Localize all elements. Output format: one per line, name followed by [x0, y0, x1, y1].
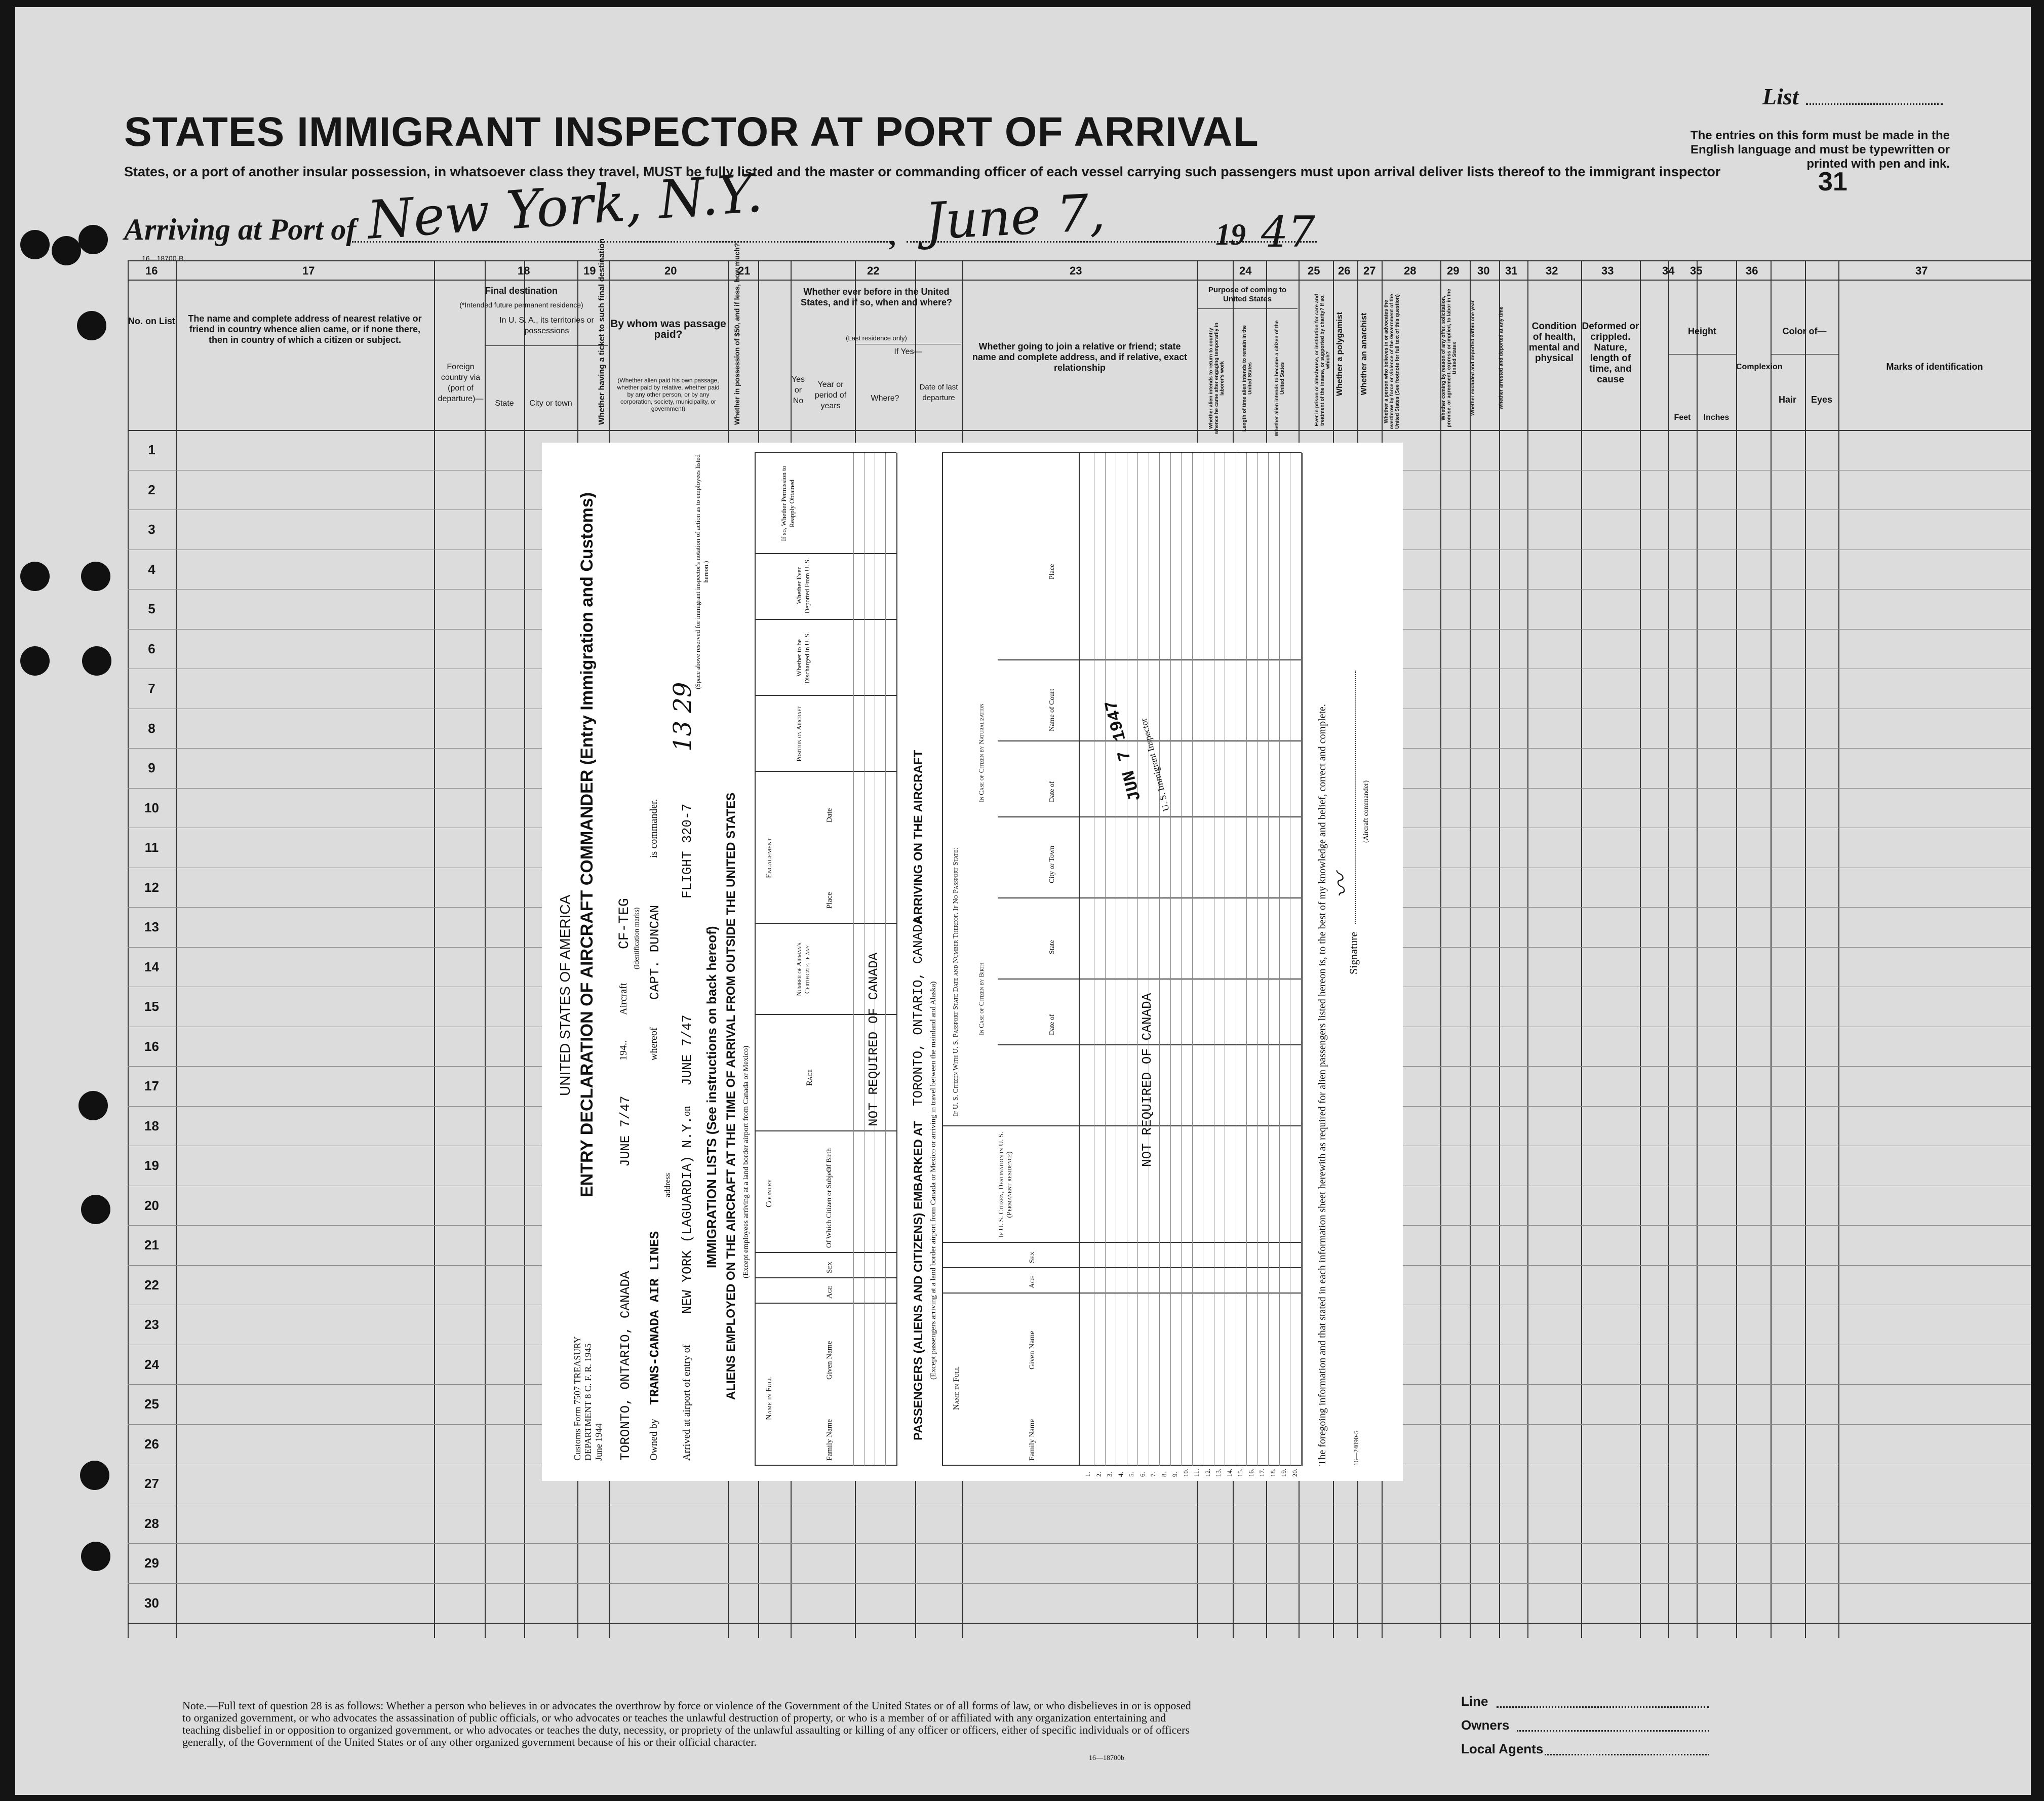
overlay-flight: FLIGHT 320-7 — [680, 803, 695, 898]
form-number: 16—18700-B — [142, 254, 184, 262]
punch-hole — [20, 646, 50, 676]
row-number: 10 — [144, 800, 159, 815]
row-number: 9 — [148, 760, 155, 775]
col-passage-paid-note: (Whether alien paid his own passage, whether paid by relative, whether paid by any other person, or by any corporation, society, municipality, or government) — [617, 377, 720, 412]
overlay-pax-row-number: 11. — [1193, 1469, 1200, 1477]
footer-line-field[interactable] — [1497, 1706, 1709, 1708]
row-number: 21 — [144, 1237, 159, 1252]
punch-hole — [20, 230, 50, 259]
column-number: 27 — [1363, 264, 1376, 277]
overlay-pax-row-number: 19. — [1280, 1468, 1287, 1477]
col-q29: Whether coming by reason of any offer, solicitation, promise, or agreement, express or implied, to labor in the United States — [1441, 289, 1458, 427]
col-feet: Feet — [1674, 413, 1691, 422]
col-ticket: Whether having a ticket to such final destination — [598, 238, 606, 425]
overlay-pax-row — [1192, 453, 1193, 1466]
col-color: Color of— — [1782, 326, 1827, 336]
punch-hole — [81, 1542, 110, 1571]
overlay-space-reserved: (Space above reserved for immigrant inspector's notation of action as to employees listed hereon.) — [694, 454, 710, 689]
footer-agents-label: Local Agents — [1461, 1741, 1544, 1756]
overlay-pax-header: Sex — [1028, 1251, 1036, 1263]
column-number: 23 — [1070, 264, 1082, 277]
col-q28: Whether a person who believes in or advocates the overthrow by force or violence of the Government of the United States (See footnote for full text of this question) — [1384, 294, 1400, 429]
col-relative-address: The name and complete address of nearest relative or friend in country whence alien came, or if none there, then in country of which a citizen or subject. — [188, 314, 422, 345]
row-number: 30 — [144, 1595, 159, 1611]
overlay-signature-label: Signature — [1347, 931, 1360, 974]
punch-hole — [82, 646, 111, 676]
row-number: 3 — [148, 522, 155, 537]
overlay-pax-row-number: 12. — [1204, 1468, 1211, 1477]
overlay-owner-value: TRANS-CANADA AIR LINES — [647, 1231, 662, 1405]
column-number: 21 — [738, 264, 751, 277]
row-number: 14 — [144, 959, 159, 974]
col-state: State — [495, 399, 514, 408]
footer-owners-label: Owners — [1461, 1717, 1510, 1733]
form-title: STATES IMMIGRANT INSPECTOR AT PORT OF ARRIVAL — [124, 109, 1259, 155]
overlay-pax-header: If U. S. Citizen, Destination in U. S. (Permanent residence) — [998, 1131, 1013, 1238]
overlay-pax-row-number: 7. — [1149, 1472, 1157, 1477]
overlay-pax-header: Place — [1048, 564, 1056, 579]
row-number: 19 — [144, 1158, 159, 1173]
col-anarchist: Whether an anarchist — [1360, 312, 1368, 396]
col-purpose: Purpose of coming to United States — [1208, 286, 1287, 303]
overlay-emp-header: Of Birth — [826, 1148, 833, 1172]
column-number: 31 — [1505, 264, 1518, 277]
sheet-number: 31 — [1818, 167, 1848, 197]
overlay-form-id: Customs Form 7507 TREASURY DEPARTMENT 8 C. F. R. 1945 June 1944 — [572, 1337, 604, 1461]
col-polygamist: Whether a polygamist — [1335, 311, 1344, 397]
overlay-pax-row-number: 16. — [1247, 1468, 1255, 1477]
overlay-emp-header: Name in Full — [765, 1377, 773, 1420]
column-number: 19 — [583, 264, 596, 277]
overlay-emp-header: Whether to be Discharged in U. S. — [795, 632, 811, 684]
col-q30: Whether excluded and deported within one year — [1470, 300, 1476, 416]
overlay-whereof: whereof — [648, 1027, 659, 1061]
row-number: 8 — [148, 721, 155, 736]
footer-form-number: 16—18700b — [1089, 1754, 1124, 1762]
overlay-pax-row-number: 1. — [1084, 1472, 1091, 1477]
overlay-pax-header: Date of — [1048, 781, 1056, 802]
overlay-arrived-label: Arrived at airport of entry of — [681, 1344, 692, 1461]
overlay-inspector-label: U. S. Immigrant Inspector — [1138, 717, 1171, 812]
overlay-emp-header: Age — [826, 1285, 834, 1299]
date-handwritten: June 7, — [923, 182, 1107, 251]
table-row[interactable] — [128, 1583, 2031, 1584]
overlay-signature-sub: (Aircraft commander) — [1362, 780, 1370, 843]
footer-agents-field[interactable] — [1545, 1754, 1709, 1755]
overlay-pax-row — [1170, 453, 1171, 1466]
col-possession-50: Whether in possession of $50, and if less, how much? — [733, 243, 741, 425]
col-purpose-b: Length of time alien intends to remain in the United States — [1242, 325, 1253, 432]
list-label: List — [1762, 84, 1799, 109]
overlay-pax-row-number: 6. — [1138, 1472, 1146, 1477]
overlay-pax-header: State — [1048, 940, 1056, 954]
overlay-aliens-title: ALIENS EMPLOYED ON THE AIRCRAFT AT THE TIME OF ARRIVAL FROM OUTSIDE THE UNITED STATES — [724, 792, 738, 1400]
overlay-pax-row — [1301, 453, 1302, 1466]
overlay-pax-row-number: 4. — [1117, 1472, 1124, 1477]
row-number: 20 — [144, 1198, 159, 1213]
year-handwritten: 47 — [1261, 207, 1315, 257]
col-join-relative: Whether going to join a relative or friend; state name and complete address, and if relative, exact relationship — [972, 341, 1188, 373]
overlay-is-commander: is commander. — [648, 799, 659, 858]
column-number: 22 — [867, 264, 880, 277]
overlay-ref-number: 13 29 — [669, 682, 697, 752]
row-number: 1 — [148, 442, 155, 457]
row-number: 11 — [144, 840, 159, 855]
punch-hole — [80, 1461, 109, 1490]
col-q31: Whether arrested and deported at any time — [1499, 306, 1504, 410]
column-number: 25 — [1308, 264, 1320, 277]
col-yes-no: Yes or No — [791, 375, 805, 405]
row-number: 25 — [144, 1396, 159, 1412]
punch-hole — [81, 1195, 110, 1224]
row-number: 29 — [144, 1555, 159, 1571]
overlay-aircraft-marks: (Identification marks) — [633, 907, 641, 969]
overlay-pax-title: PASSENGERS (ALIENS AND CITIZENS) EMBARKED AT — [912, 1121, 925, 1440]
overlay-emp-header: Race — [805, 1069, 814, 1086]
row-number: 24 — [144, 1357, 159, 1372]
column-number: 17 — [302, 264, 315, 277]
overlay-pax-row — [1279, 453, 1280, 1466]
col-deformed: Deformed or crippled. Nature, length of time, and cause — [1582, 321, 1639, 385]
overlay-pax-row — [1181, 453, 1182, 1466]
punch-hole — [20, 562, 50, 591]
overlay-pax-header: Family Name — [1028, 1419, 1036, 1461]
overlay-emp-header: Whether Ever Deported From U. S. — [795, 558, 811, 614]
col-ever-before-us: Whether ever before in the United States, and if so, when and where? — [800, 287, 953, 307]
column-number: 30 — [1477, 264, 1490, 277]
footnote-q28: Note.—Full text of question 28 is as follows: Whether a person who believes in or advocates the overthrow by force or violence of the Government of the United States or of all forms of law, or who disbelieves in or is opposed to organized government, or who advocates the assassination of public officials, or who advocates or teaches the unlawful destruction of property, or who is a member of or affiliated with any organization entertaining and teaching disbelief in or opposition to organized government, or who advocates or teaches the duty, necessity, or propriety of the unlawful assaulting or killing of any officer or officers, either of specific individuals or of officers generally, of the Government of the United States or of any other organized government because of his or their official character. — [182, 1699, 1191, 1748]
overlay-aircraft-label: Aircraft — [618, 983, 629, 1015]
col-hair: Hair — [1778, 395, 1796, 405]
overlay-emp-stamp: NOT REQUIRED OF CANADA — [866, 952, 881, 1126]
row-number: 7 — [148, 681, 155, 696]
punch-hole — [78, 225, 108, 254]
overlay-pax-header: Name of Court — [1048, 689, 1056, 731]
row-number: 28 — [144, 1516, 159, 1531]
row-number: 26 — [144, 1436, 159, 1452]
overlay-emp-header: If so, Whether Permission to Reapply Obtained — [780, 465, 796, 541]
header-statement: States, or a port of another insular possession, in whatsoever class they travel, MUST be fully listed and the master or commanding officer of each vessel carrying such passengers must upon arrival deliver lists thereof to the immigrant inspector — [124, 164, 1721, 179]
year-prefix: 19 — [1215, 218, 1246, 251]
punch-hole — [77, 311, 106, 340]
overlay-departure-place: TORONTO, ONTARIO, CANADA — [618, 1271, 633, 1461]
col-no-on-list: No. on List — [128, 316, 175, 326]
separator: , — [889, 220, 896, 252]
punch-hole — [81, 562, 110, 591]
overlay-emp-header: Family Name — [826, 1419, 834, 1461]
overlay-emp-header: Country — [765, 1179, 773, 1207]
column-number: 37 — [1915, 264, 1928, 277]
arriving-port-label: Arriving at Port of — [124, 213, 357, 246]
port-handwritten: New York, N.Y. — [365, 162, 765, 251]
overlay-arrived-value: NEW YORK (LAGUARDIA) N.Y. — [680, 1116, 695, 1314]
signature-mark: 〰︎ — [1326, 871, 1358, 900]
row-number: 22 — [144, 1277, 159, 1293]
overlay-pax-row — [1105, 453, 1106, 1466]
overlay-pax-header: In Case of Citizen by Birth — [977, 962, 985, 1035]
column-number: 32 — [1546, 264, 1558, 277]
overlay-emp-header: Engagement — [765, 838, 773, 878]
overlay-pax-row — [1257, 453, 1258, 1466]
col-eyes: Eyes — [1811, 395, 1833, 405]
punch-hole — [52, 236, 81, 265]
manifest-sheet — [15, 7, 2031, 1795]
table-row[interactable] — [128, 1543, 2031, 1544]
overlay-pax-row — [1268, 453, 1269, 1466]
col-foreign-country: Foreign country via (port of departure)— — [438, 363, 484, 403]
overlay-pax-header: If U. S. Citizen With U. S. Passport State Date and Number Thereof. If No Passport State: — [952, 847, 960, 1116]
column-number: 26 — [1338, 264, 1351, 277]
overlay-pax-row-number: 5. — [1127, 1472, 1135, 1477]
col-final-destination: Final destination — [485, 286, 558, 296]
overlay-pax-row — [1159, 453, 1160, 1466]
overlay-certification: The foregoing information and that stated in each information sheet herewith as required for alien passengers listed hereon is, to the best of my knowledge and belief, correct and complete. — [1317, 704, 1328, 1466]
overlay-emp-header: Given Name — [826, 1341, 834, 1380]
column-number: 20 — [664, 264, 677, 277]
row-number: 15 — [144, 999, 159, 1014]
overlay-pax-header: Given Name — [1028, 1330, 1036, 1369]
col-purpose-a: Whether alien intends to return to country whence he came after engaging temporarily in laborer's work — [1208, 322, 1225, 435]
overlay-emp-header: Of Which Citizen or Subject — [826, 1167, 833, 1248]
col-inches: Inches — [1703, 413, 1729, 422]
overlay-pax-header: In Case of Citizen by Naturalization — [977, 703, 985, 802]
column-number: 18 — [518, 264, 530, 277]
col-height: Height — [1688, 326, 1716, 336]
overlay-pax-header: City or Town — [1048, 845, 1056, 883]
overlay-pax-row-number: 3. — [1106, 1472, 1113, 1477]
overlay-pax-row-number: 17. — [1258, 1468, 1266, 1477]
col-complexion: Complexion — [1736, 363, 1783, 371]
row-number: 16 — [144, 1039, 159, 1054]
row-number: 18 — [144, 1118, 159, 1133]
punch-hole — [78, 1091, 108, 1120]
col-where: Where? — [871, 394, 899, 403]
row-number: 17 — [144, 1078, 159, 1093]
col-last-residence: (Last residence only) — [846, 334, 907, 342]
overlay-arrived-on: on — [681, 1106, 692, 1116]
row-number: 27 — [144, 1476, 159, 1491]
footer-line-label: Line — [1461, 1694, 1488, 1709]
overlay-owner-label: Owned by — [648, 1419, 659, 1461]
footer-owners-field[interactable] — [1517, 1730, 1709, 1732]
col-health: Condition of health, mental and physical — [1528, 321, 1580, 364]
list-number-field[interactable] — [1806, 103, 1943, 105]
column-number: 33 — [1601, 264, 1614, 277]
col-passage-paid: By whom was passage paid? — [610, 318, 726, 340]
column-number: 28 — [1404, 264, 1417, 277]
column-number: 24 — [1239, 264, 1252, 277]
overlay-pax-row-number: 9. — [1171, 1472, 1178, 1477]
overlay-pax-embarked: TORONTO, ONTARIO, CANADA — [911, 916, 926, 1106]
column-number: 29 — [1447, 264, 1460, 277]
overlay-arrived-date: JUNE 7/47 — [680, 1014, 695, 1086]
overlay-commander: CAPT. DUNCAN — [647, 905, 662, 1000]
col-final-destination-note: (*Intended future permanent residence) — [459, 301, 583, 309]
column-number: 36 — [1746, 264, 1758, 277]
overlay-departure-suffix: 194.. — [618, 1040, 629, 1061]
overlay-pax-sub: (Except passengers arriving at a land border airport from Canada or Mexico or arriving in travel between the mainland and Alaska) — [929, 981, 937, 1380]
overlay-pax-header: Date of — [1048, 1014, 1056, 1035]
col-prison: Ever in prison or almshouse, or institution for care and treatment of the insane, or supported by charity? If so, which? — [1314, 294, 1331, 426]
overlay-pax-row — [1246, 453, 1247, 1466]
column-number: 34 — [1662, 264, 1675, 277]
overlay-pax-row-number: 2. — [1095, 1472, 1103, 1477]
column-number: 16 — [145, 264, 158, 277]
row-number: 23 — [144, 1317, 159, 1332]
overlay-pax-title-end: ARRIVING ON THE AIRCRAFT — [912, 750, 925, 924]
overlay-pax-row-number: 18. — [1269, 1468, 1277, 1477]
overlay-country: UNITED STATES OF AMERICA — [557, 894, 573, 1096]
col-marks: Marks of identification — [1886, 362, 1983, 372]
col-date-departure: Date of last departure — [919, 383, 958, 402]
overlay-pax-row-number: 8. — [1160, 1472, 1168, 1477]
row-number: 5 — [148, 601, 155, 616]
overlay-emp-header: Sex — [826, 1261, 834, 1273]
overlay-pax-row-number: 14. — [1226, 1468, 1233, 1477]
overlay-title: ENTRY DECLARATION OF AIRCRAFT COMMANDER (Entry Immigration and Customs) — [577, 492, 597, 1197]
overlay-pax-stamp: NOT REQUIRED OF CANADA — [1139, 993, 1155, 1167]
overlay-pax-header: Age — [1028, 1275, 1036, 1288]
overlay-emp-header: Position on Aircraft — [795, 706, 803, 762]
column-number: 35 — [1690, 264, 1703, 277]
overlay-address-label: address — [663, 1173, 672, 1197]
overlay-aliens-sub: (Except employees arriving at a land border airport from Canada or Mexico) — [742, 1045, 750, 1278]
row-number: 12 — [144, 880, 159, 895]
row-number: 2 — [148, 482, 155, 497]
overlay-pax-row — [1137, 453, 1138, 1466]
overlay-emp-header: Date — [826, 808, 834, 823]
row-number: 13 — [144, 919, 159, 934]
overlay-emp-header: Place — [826, 892, 834, 909]
col-city: City or town — [529, 399, 572, 408]
aircraft-declaration-overlay — [542, 443, 1403, 1481]
overlay-form-bottom: 16—24090-5 — [1352, 1430, 1360, 1466]
overlay-pax-row-number: 13. — [1214, 1468, 1222, 1477]
col-usa: In U. S. A., its territories or possessions — [499, 316, 594, 335]
row-number: 6 — [148, 641, 155, 656]
col-purpose-c: Whether alien intends to become a citizen of the United States — [1274, 320, 1285, 437]
language-instruction: The entries on this form must be made in the English language and must be typewritten or printed with pen and ink. — [1690, 129, 1950, 171]
overlay-inspector-stamp: JUN 7 1947 — [1102, 698, 1146, 803]
overlay-emp-header: Number of Airman's Certificate, if any — [795, 943, 811, 996]
col-year: Year or period of years — [814, 380, 847, 410]
overlay-aircraft-value: CF-TEG — [617, 898, 633, 949]
overlay-departure-date: JUNE 7/47 — [618, 1095, 633, 1167]
overlay-pax-header: Name in Full — [952, 1366, 961, 1410]
col-if-yes: If Yes— — [894, 347, 922, 356]
overlay-pax-row-number: 15. — [1236, 1468, 1244, 1477]
row-number: 4 — [148, 562, 155, 577]
overlay-pax-row-number: 10. — [1182, 1468, 1190, 1477]
overlay-pax-row-number: 20. — [1291, 1468, 1299, 1477]
overlay-immigration-title: IMMIGRATION LISTS (See instructions on back hereof) — [704, 926, 719, 1268]
